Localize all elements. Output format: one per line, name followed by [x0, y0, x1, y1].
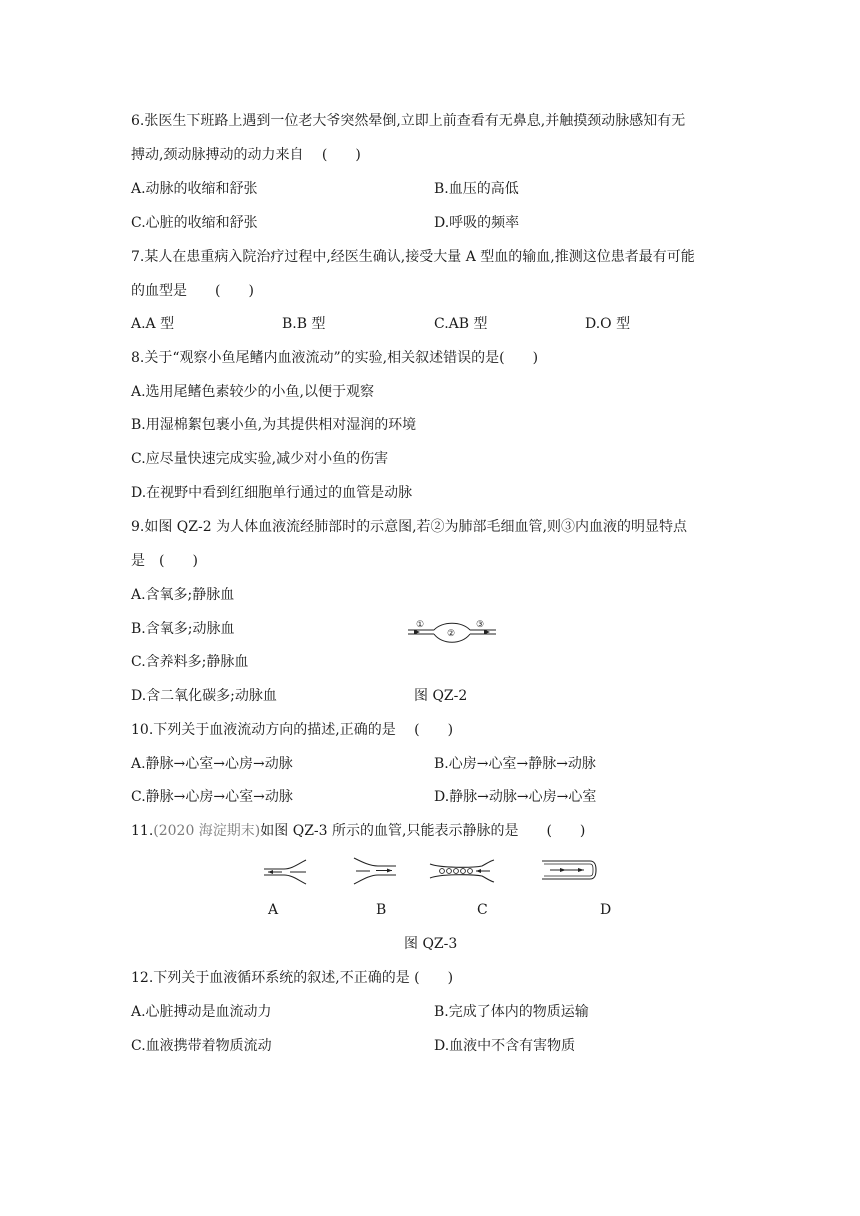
q8-option-a: A.选用尾鳍色素较少的小鱼,以便于观察 [131, 384, 375, 400]
q6-option-b: B.血压的高低 [434, 181, 519, 197]
q7-stem-line1: 7.某人在患重病入院治疗过程中,经医生确认,接受大量 A 型血的输血,推测这位患者最有可能 [131, 249, 695, 265]
q12-option-d: D.血液中不含有害物质 [434, 1038, 576, 1054]
q6-option-a: A.动脉的收缩和舒张 [131, 181, 258, 197]
q8-option-b: B.用湿棉絮包裹小鱼,为其提供相对湿润的环境 [131, 417, 417, 433]
q12-option-b: B.完成了体内的物质运输 [434, 1004, 589, 1020]
q6-option-d: D.呼吸的频率 [434, 215, 520, 231]
q9-stem-line1: 9.如图 QZ-2 为人体血液流经肺部时的示意图,若②为肺部毛细血管,则③内血液的明显特点 [131, 519, 687, 535]
figure-qz3-caption: 图 QZ-3 [404, 936, 458, 952]
q8-stem: 8.关于“观察小鱼尾鳍内血液流动”的实验,相关叙述错误的是( ) [131, 350, 539, 366]
figure-qz3-label-c: C [477, 902, 488, 918]
q10-stem: 10.下列关于血液流动方向的描述,正确的是 ( ) [131, 722, 454, 738]
q10-option-c: C.静脉→心房→心室→动脉 [131, 789, 293, 805]
figure-qz2-label-1: ① [416, 620, 425, 630]
figure-qz2-label-3: ③ [476, 620, 485, 630]
figure-qz3-label-b: B [376, 902, 387, 918]
q12-stem: 12.下列关于血液循环系统的叙述,不正确的是 ( ) [131, 970, 454, 986]
figure-qz2-caption: 图 QZ-2 [414, 688, 468, 704]
q12-option-a: A.心脏搏动是血流动力 [131, 1004, 272, 1020]
q10-option-a: A.静脉→心室→心房→动脉 [131, 756, 293, 772]
q9-option-d: D.含二氧化碳多;动脉血 [131, 688, 277, 704]
q7-option-d: D.O 型 [585, 316, 631, 332]
q7-option-b: B.B 型 [282, 316, 326, 332]
q11-stem [131, 821, 585, 841]
q6-option-c: C.心脏的收缩和舒张 [131, 215, 258, 231]
q9-option-a: A.含氧多;静脉血 [131, 587, 235, 603]
figure-qz3-label-d: D [600, 902, 612, 918]
figure-qz2-label-2: ② [447, 629, 456, 639]
q9-stem-line2: 是 ( ) [131, 553, 198, 569]
q11-stem-text: 如图 QZ-3 所示的血管,只能表示静脉的是 ( ) [260, 823, 586, 839]
q11-source: (2020 海淀期末) [153, 823, 261, 839]
q9-option-c: C.含养料多;静脉血 [131, 654, 249, 670]
q11-number: 11. [131, 823, 154, 839]
q10-option-d: D.静脉→动脉→心房→心室 [434, 789, 597, 805]
figure-qz3-vessel-a [262, 858, 310, 886]
figure-qz2-diagram [406, 618, 498, 648]
q7-option-a: A.A 型 [131, 316, 175, 332]
q10-option-b: B.心房→心室→静脉→动脉 [434, 756, 596, 772]
q8-option-d: D.在视野中看到红细胞单行通过的血管是动脉 [131, 485, 413, 501]
q6-stem-line1: 6.张医生下班路上遇到一位老大爷突然晕倒,立即上前查看有无鼻息,并触摸颈动脉感知有无 [131, 113, 686, 129]
q6-stem-line2: 搏动,颈动脉搏动的动力来自 ( ) [131, 147, 361, 163]
q8-option-c: C.应尽量快速完成实验,减少对小鱼的伤害 [131, 451, 389, 467]
figure-qz3-label-a: A [268, 902, 279, 918]
figure-qz3-vessel-b [352, 856, 398, 886]
q7-option-c: C.AB 型 [434, 316, 488, 332]
figure-qz3-vessel-c [428, 858, 496, 884]
q7-stem-line2: 的血型是 ( ) [131, 283, 254, 299]
q9-option-b: B.含氧多;动脉血 [131, 621, 235, 637]
figure-qz3-vessel-d [540, 859, 598, 881]
q12-option-c: C.血液携带着物质流动 [131, 1038, 272, 1054]
